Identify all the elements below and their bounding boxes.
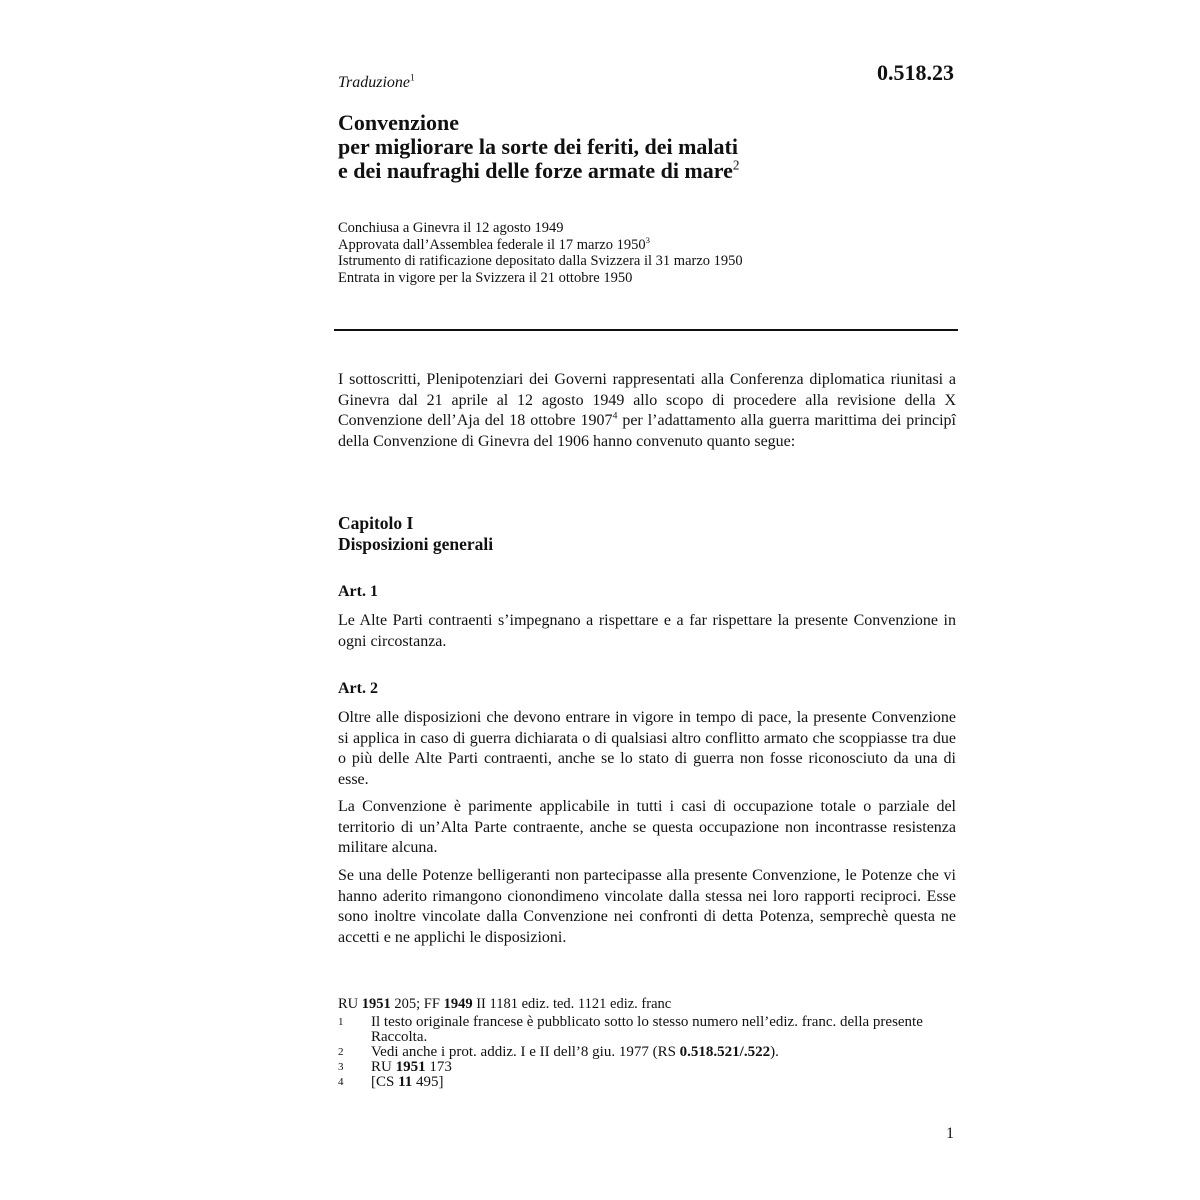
footnote-number: 3 — [338, 1061, 344, 1073]
footnote-text-part: 495] — [412, 1074, 444, 1090]
footnote-text — [371, 1060, 956, 1075]
translation-label — [338, 74, 956, 92]
footnotes — [338, 1015, 956, 1090]
footnote-number: 1 — [338, 1016, 344, 1028]
footnote-ref[interactable]: 4 — [612, 410, 618, 422]
footnote-text-part: 173 — [425, 1059, 452, 1075]
title-line: per migliorare la sorte dei feriti, dei malati — [338, 134, 738, 159]
source-reference — [338, 996, 956, 1012]
chapter-number: Capitolo I — [338, 513, 414, 533]
chapter-heading — [338, 513, 956, 555]
preamble-text: I sottoscritti, Plenipotenziari dei Governi rappresentati alla Conferenza diplomatica riunitasi a Ginevra dal 21 aprile al 12 agosto 1949 allo scopo di procedere alla revisione della X Convenzione dell’Aja del 18 ottobre 1907 — [338, 371, 956, 429]
title-line-text: e dei naufraghi delle forze armate di mare — [338, 158, 733, 183]
footnote-text: Il testo originale francese è pubblicato sotto lo stesso numero nell’ediz. franc. della presente Raccolta. — [371, 1014, 923, 1045]
footnote-number: 4 — [338, 1076, 344, 1088]
preamble-text: per l’adattamento alla guerra marittima dei principî della Convenzione di Ginevra del 1906 hanno convenuto quanto segue: — [338, 412, 956, 450]
footnote-bold: 11 — [398, 1074, 413, 1090]
date-in-force: Entrata in vigore per la Svizzera il 21 ottobre 1950 — [338, 269, 633, 286]
source-text: 205; FF — [390, 996, 444, 1012]
date-concluded: Conchiusa a Ginevra il 12 agosto 1949 — [338, 220, 564, 236]
page-number: 1 — [946, 1125, 954, 1142]
title-line — [338, 159, 956, 183]
date-ratified: Istrumento di ratificazione depositato dalla Svizzera il 31 marzo 1950 — [338, 253, 743, 269]
footnote — [338, 1060, 956, 1075]
footnote-ref[interactable]: 1 — [410, 72, 415, 84]
source-year: 1949 — [443, 996, 473, 1012]
footnote-text — [371, 1075, 956, 1090]
article-heading: Art. 2 — [338, 680, 378, 697]
dates-block — [338, 220, 956, 286]
article-heading: Art. 1 — [338, 583, 378, 600]
footnote-number: 2 — [338, 1046, 344, 1058]
sr-number: 0.518.23 — [877, 60, 954, 85]
document-title — [338, 111, 956, 183]
footnote — [338, 1045, 956, 1060]
footnote — [338, 1075, 956, 1090]
footnote-text — [371, 1045, 956, 1060]
translation-text: Traduzione — [338, 74, 411, 91]
source-year: 1951 — [361, 996, 391, 1012]
article-paragraph: Se una delle Potenze belligeranti non partecipasse alla presente Convenzione, le Potenze che vi hanno aderito rimangono cionondimeno vincolate dalla stessa nei loro rapporti reciproci. Esse sono inoltre vincolate dalla Convenzione nei confronti di detta Potenza, semprechè questa ne accetti e ne applichi le disposizioni. — [338, 867, 956, 946]
footnote-ref[interactable]: 2 — [732, 157, 740, 173]
article-paragraph: Oltre alle disposizioni che devono entrare in vigore in tempo di pace, la presente Convenzione si applica in caso di guerra dichiarata o di qualsiasi altro conflitto armato che scoppiasse tra due o più delle Alte Parti contraenti, anche se lo stato di guerra non fosse riconosciuto da una di esse. — [338, 709, 956, 788]
footnote-link[interactable]: 0.518.521/.522 — [679, 1044, 771, 1060]
footnote-bold: 1951 — [395, 1059, 426, 1075]
date-approved — [338, 234, 956, 254]
article-paragraph: Le Alte Parti contraenti s’impegnano a rispettare e a far rispettare la presente Convenzione in ogni circostanza. — [338, 612, 956, 650]
title-line: Convenzione — [338, 110, 459, 135]
article-paragraph: La Convenzione è parimente applicabile in tutti i casi di occupazione totale o parziale del territorio di un’Alta Parte contraente, anche se questa occupazione non incontrasse resistenza militare alcuna. — [338, 798, 956, 856]
chapter-title: Disposizioni generali — [338, 534, 494, 554]
divider-rule — [334, 329, 958, 331]
preamble — [338, 370, 956, 452]
footnote-text-part: [CS — [371, 1074, 399, 1090]
footnote-ref[interactable]: 3 — [645, 234, 650, 245]
footnote-text-part: ). — [770, 1044, 779, 1060]
footnote-text-part: RU — [371, 1059, 396, 1075]
date-approved-text: Approvata dall’Assemblea federale il 17 marzo 1950 — [338, 236, 646, 253]
source-text: RU — [338, 996, 362, 1012]
source-text: II 1181 ediz. ted. 1121 ediz. franc — [472, 996, 672, 1012]
footnote-text-part: Vedi anche i prot. addiz. I e II dell’8 giu. 1977 (RS — [371, 1044, 680, 1060]
footnote — [338, 1015, 956, 1045]
